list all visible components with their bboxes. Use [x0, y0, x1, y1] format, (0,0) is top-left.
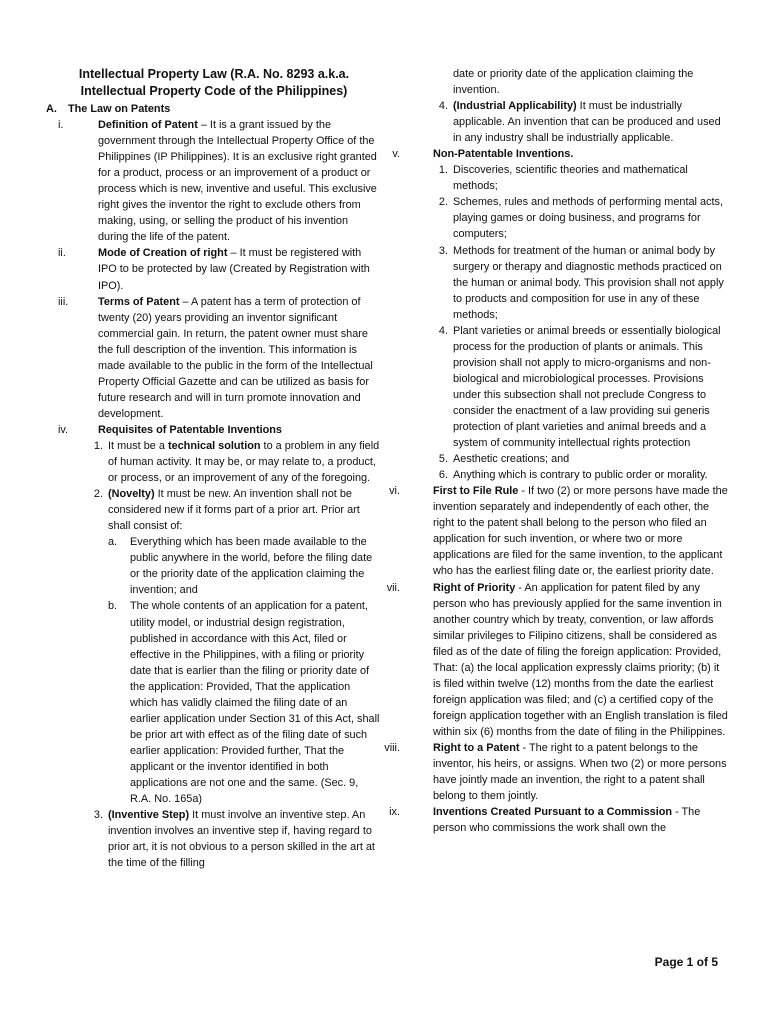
non-patentable-1-marker: 1.	[438, 164, 448, 177]
item-iii-marker: iii.	[58, 295, 69, 308]
item-ix	[389, 804, 730, 836]
item-i-marker: i.	[58, 119, 64, 132]
item-vii-body: - An application for patent filed by any person who has previously applied for the same invention in another country which by treaty, convention, or law affords similar privileges to Filipino citizens, shall be considered as filed as of the date of filing the foreign application: Provided, That: (a) the local application expressly claims priority; (b) it is filed within twelve (12) months from the date the earliest foreign application was filed; and (c) a certified copy of the foreign application together with an English translation is filed within six (6) months from the date of filing in the Philippines.	[433, 581, 728, 738]
item-iv-heading: Requisites of Patentable Inventions	[98, 423, 282, 436]
requisite-1-bold: technical solution	[167, 439, 261, 452]
item-iv	[40, 422, 380, 438]
non-patentable-5-text: Aesthetic creations; and	[453, 453, 570, 466]
non-patentable-6-marker: 6.	[438, 469, 448, 482]
requisite-2-marker: 2.	[93, 488, 103, 501]
non-patentable-2	[433, 194, 730, 242]
non-patentable-1	[433, 162, 730, 194]
item-viii	[384, 740, 730, 804]
prior-art-b-marker: b.	[108, 600, 118, 613]
item-iii-body: – A patent has a term of protection of twenty (20) years providing an inventor significant commercial gain. In return, the patent owner must share the full description of the invention. This information is made available to the public in the form of the Intellectual Property Official Gazette and can be utilized as basis for future research and will in turn promote innovation and development.	[98, 295, 373, 420]
requisite-2-text: It must be new. An invention shall not be considered new if it forms part of a prior art. Prior art shall consist of:	[108, 488, 360, 533]
requisite-3	[87, 807, 380, 871]
prior-art-a-text: Everything which has been made available to the public anywhere in the world, before the filing date or the priority date of the application claiming the invention; and	[130, 536, 373, 597]
item-viii-heading: Right to a Patent	[433, 741, 520, 754]
requisite-1-post: to a problem in any field of human activity. It may be, or may relate to, a product, or process, or an improvement of any of the foregoing.	[108, 439, 380, 485]
requisite-4-text: It must be industrially applicable. An invention that can be produced and used in any industry shall be industrially applicable.	[453, 100, 721, 145]
requisite-3-continued: date or priority date of the application claiming the invention.	[453, 68, 694, 97]
non-patentable-4-marker: 4.	[438, 324, 448, 337]
item-ix-heading: Inventions Created Pursuant to a Commission	[433, 806, 673, 819]
prior-art-a	[108, 534, 380, 598]
requisite-2	[87, 486, 380, 534]
item-ii-body: – It must be registered with IPO to be protected by law (Created by Registration with IPO).	[98, 247, 370, 292]
item-viii-body: - The right to a patent belongs to the inventor, his heirs, or assigns. When two (2) or more persons have jointly made an invention, the right to a patent shall belong to them jointly.	[433, 741, 727, 803]
non-patentable-3-text: Methods for treatment of the human or animal body by surgery or therapy and diagnostic methods practiced on the human or animal body. This provision shall not apply to products and composition for use in any of these methods;	[453, 244, 724, 321]
item-vii-heading: Right of Priority	[433, 581, 516, 594]
document-title	[40, 66, 380, 100]
item-i-body: – It is a grant issued by the government through the Intellectual Property Office of the Philippines (IP Philippines). It is an exclusive right granted for a product, process or an improvement of a product or process which is new, inventive and useful. This exclusive right gives the inventor the right to exclude others from making, using, or selling the product of his invention during the life of the patent.	[98, 119, 377, 244]
left-column	[40, 66, 380, 871]
requisite-4-bold: (Industrial Applicability)	[453, 100, 577, 113]
requisite-4	[433, 98, 730, 146]
section-a-heading	[40, 101, 380, 117]
non-patentable-5-marker: 5.	[438, 453, 448, 466]
requisite-1-pre: It must be a	[108, 439, 168, 452]
item-ii	[40, 245, 380, 293]
item-vii-marker: vii.	[386, 581, 400, 594]
item-i-heading: Definition of Patent	[98, 119, 198, 132]
page-number: Page 1 of 5	[654, 955, 718, 969]
non-patentable-3	[433, 243, 730, 323]
item-vii	[386, 580, 730, 740]
item-iii-heading: Terms of Patent	[98, 295, 180, 308]
requisite-3-bold: (Inventive Step)	[108, 809, 190, 822]
right-column	[384, 66, 730, 836]
item-v	[392, 146, 730, 162]
non-patentable-2-marker: 2.	[438, 196, 448, 209]
section-a-marker: A.	[46, 103, 57, 115]
item-ii-heading: Mode of Creation of right	[98, 247, 228, 260]
item-vi-heading: First to File Rule	[433, 485, 519, 498]
prior-art-b	[108, 598, 380, 807]
title-line-1: Intellectual Property Law (R.A. No. 8293 a.k.a.	[78, 67, 350, 81]
requisite-3-marker: 3.	[93, 809, 103, 822]
section-a-title: The Law on Patents	[68, 103, 171, 115]
item-vi-marker: vi.	[389, 485, 400, 498]
item-iv-marker: iv.	[58, 423, 69, 436]
item-ii-marker: ii.	[58, 247, 66, 260]
requisite-1	[87, 438, 380, 486]
item-v-marker: v.	[392, 148, 400, 161]
non-patentable-4-text: Plant varieties or animal breeds or essentially biological process for the production of plants or animals. This provision shall not apply to micro-organisms and non-biological and microbiological processes. Provisions under this subsection shall not preclude Congress to consider the enactment of a law providing sui generis protection of plant varieties and animal breeds and a system of community intellectual rights protection	[453, 324, 721, 450]
item-vi	[389, 483, 730, 579]
item-viii-marker: viii.	[384, 741, 400, 754]
non-patentable-6	[433, 467, 730, 483]
item-ix-marker: ix.	[389, 806, 400, 819]
requisite-1-marker: 1.	[93, 439, 103, 452]
item-vi-body: - If two (2) or more persons have made the invention separately and independently of each other, the right to the patent shall belong to the person who filed an application for such invention, or where two or more applications are filed for the same invention, to the applicant who has the earliest filing date or, the earliest priority date.	[433, 485, 728, 578]
title-line-2: Intellectual Property Code of the Philippines)	[80, 84, 348, 98]
item-i	[40, 117, 380, 245]
non-patentable-5	[433, 451, 730, 467]
item-v-heading: Non-Patentable Inventions.	[433, 148, 574, 161]
requisite-2-bold: (Novelty)	[108, 488, 155, 501]
item-ix-body: - The person who commissions the work shall own the	[433, 806, 701, 835]
non-patentable-2-text: Schemes, rules and methods of performing mental acts, playing games or doing business, and programs for computers;	[453, 196, 723, 241]
requisite-4-marker: 4.	[438, 100, 448, 113]
requisite-3-text: It must involve an inventive step. An invention involves an inventive step if, having regard to prior art, it is not obvious to a person skilled in the art at the time of the filling	[108, 809, 375, 870]
non-patentable-3-marker: 3.	[438, 244, 448, 257]
non-patentable-1-text: Discoveries, scientific theories and mathematical methods;	[453, 164, 688, 193]
non-patentable-6-text: Anything which is contrary to public order or morality.	[453, 469, 708, 482]
item-iii	[40, 294, 380, 422]
non-patentable-4	[433, 323, 730, 451]
prior-art-b-text: The whole contents of an application for a patent, utility model, or industrial design registration, published in accordance with this Act, filed or effective in the Philippines, with a filing or priority date that is earlier than the filing or priority date of the application: Provided, That the application which has validly claimed the filing date of an earlier application under Section 31 of this Act, shall be prior art with effect as of the filing date of such earlier application: Provided further, That the applicant or the inventor identified in both applications are not one and the same. (Sec. 9, R.A. No. 165a)	[130, 600, 380, 806]
prior-art-a-marker: a.	[108, 536, 118, 549]
